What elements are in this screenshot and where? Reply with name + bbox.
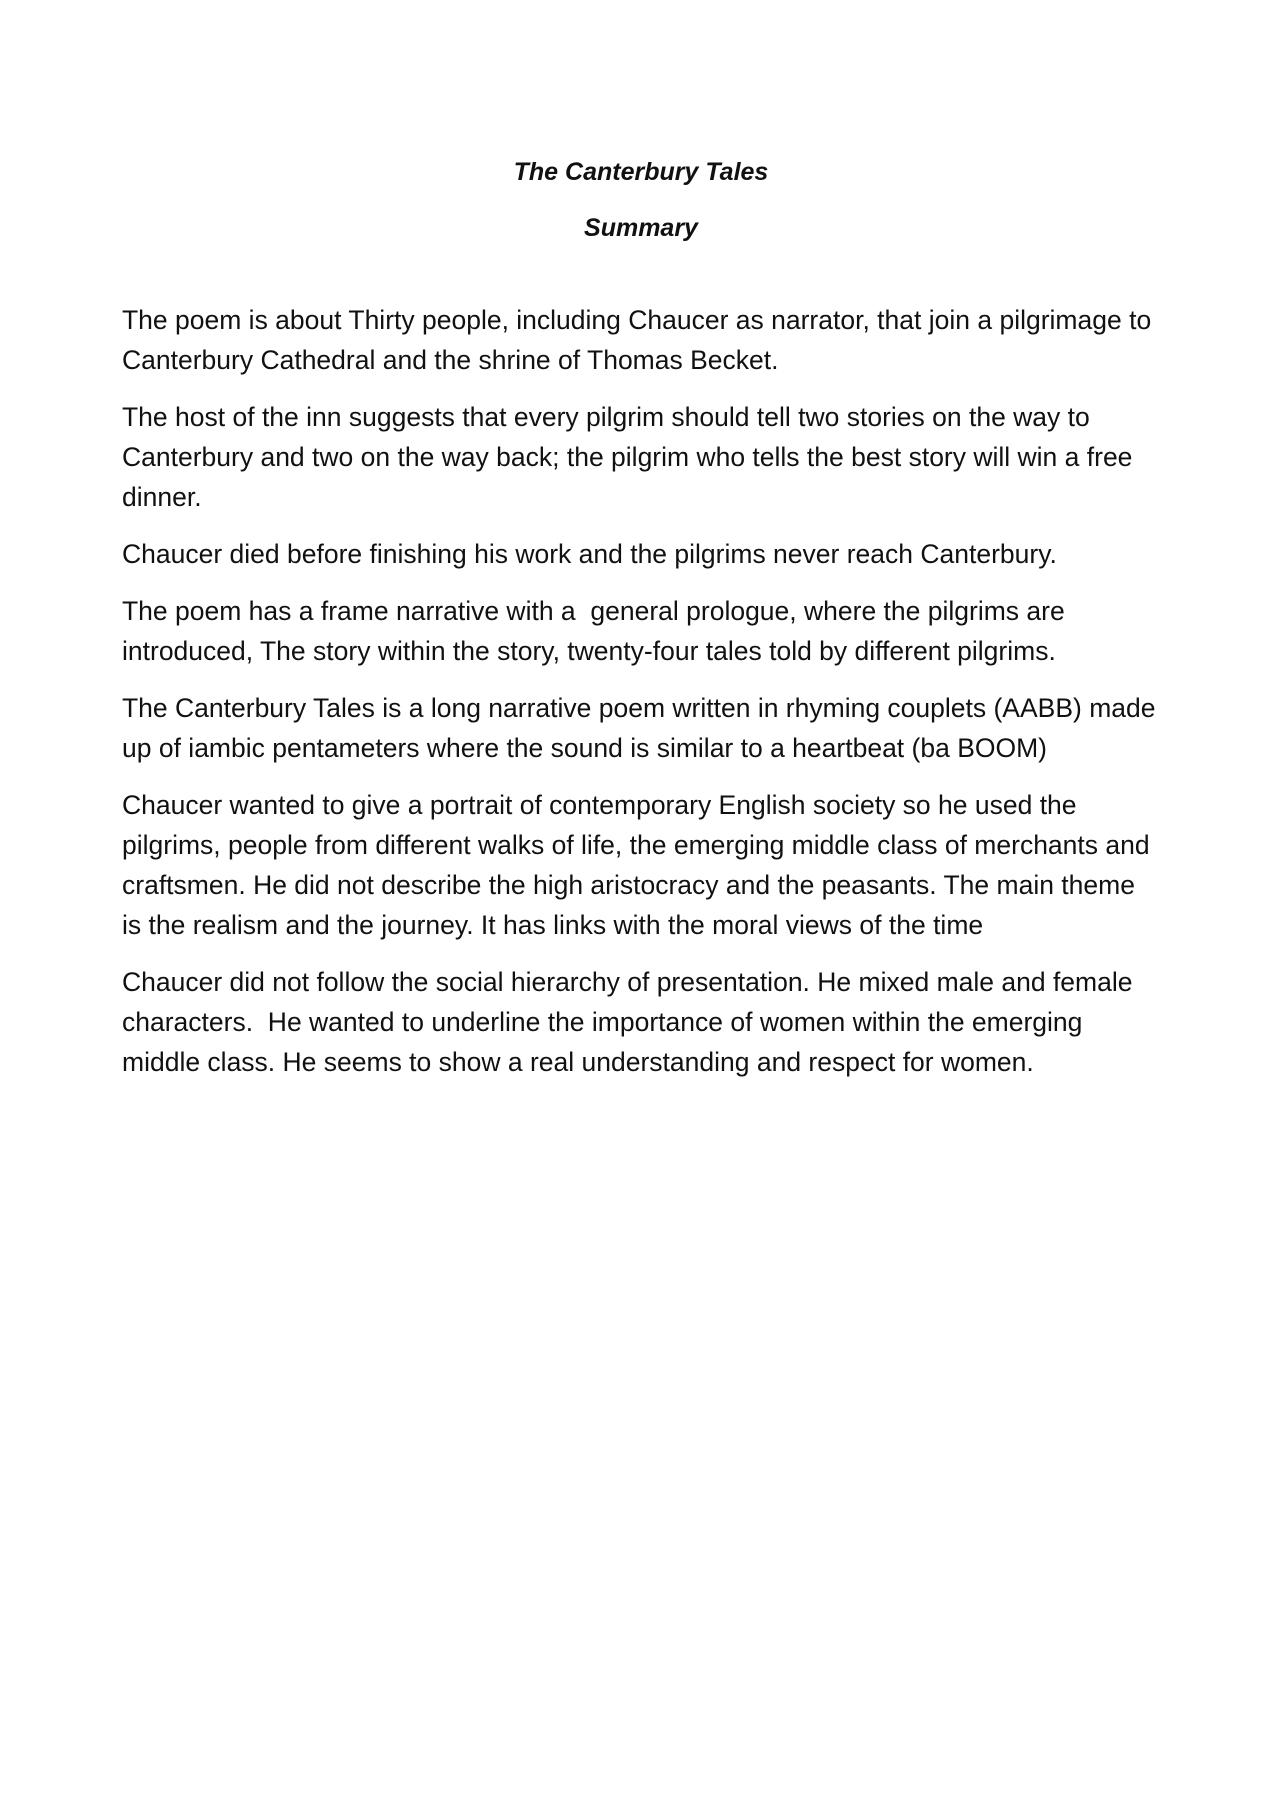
- paragraph-6: Chaucer wanted to give a portrait of contemporary English society so he used the pilgrims, people from different walks of life, the emerging middle class of merchants and craftsmen. He did not describe the high aristocracy and the peasants. The main theme is the realism and the journey. It has links with the moral views of the time: [122, 790, 1157, 940]
- paragraph-4: The poem has a frame narrative with a general prologue, where the pilgrims are introduced, The story within the story, twenty-four tales told by different pilgrims.: [122, 596, 1073, 666]
- document-subtitle: Summary: [584, 214, 698, 242]
- paragraph-2: The host of the inn suggests that every pilgrim should tell two stories on the way to Canterbury and two on the way back; the pilgrim who tells the best story will win a free dinner.: [122, 402, 1140, 512]
- paragraph-1: The poem is about Thirty people, including Chaucer as narrator, that join a pilgrimage to Canterbury Cathedral and the shrine of Thomas Becket.: [122, 305, 1159, 375]
- paragraph-5: The Canterbury Tales is a long narrative poem written in rhyming couplets (AABB) made up of iambic pentameters where the sound is similar to a heartbeat (ba BOOM): [122, 693, 1163, 763]
- paragraph-7: Chaucer did not follow the social hierarchy of presentation. He mixed male and female characters. He wanted to underline the importance of women within the emerging middle class. He seems to show a real understanding and respect for women.: [122, 967, 1140, 1077]
- paragraph-3: Chaucer died before finishing his work and the pilgrims never reach Canterbury.: [122, 539, 1057, 569]
- document-title: The Canterbury Tales: [513, 158, 769, 186]
